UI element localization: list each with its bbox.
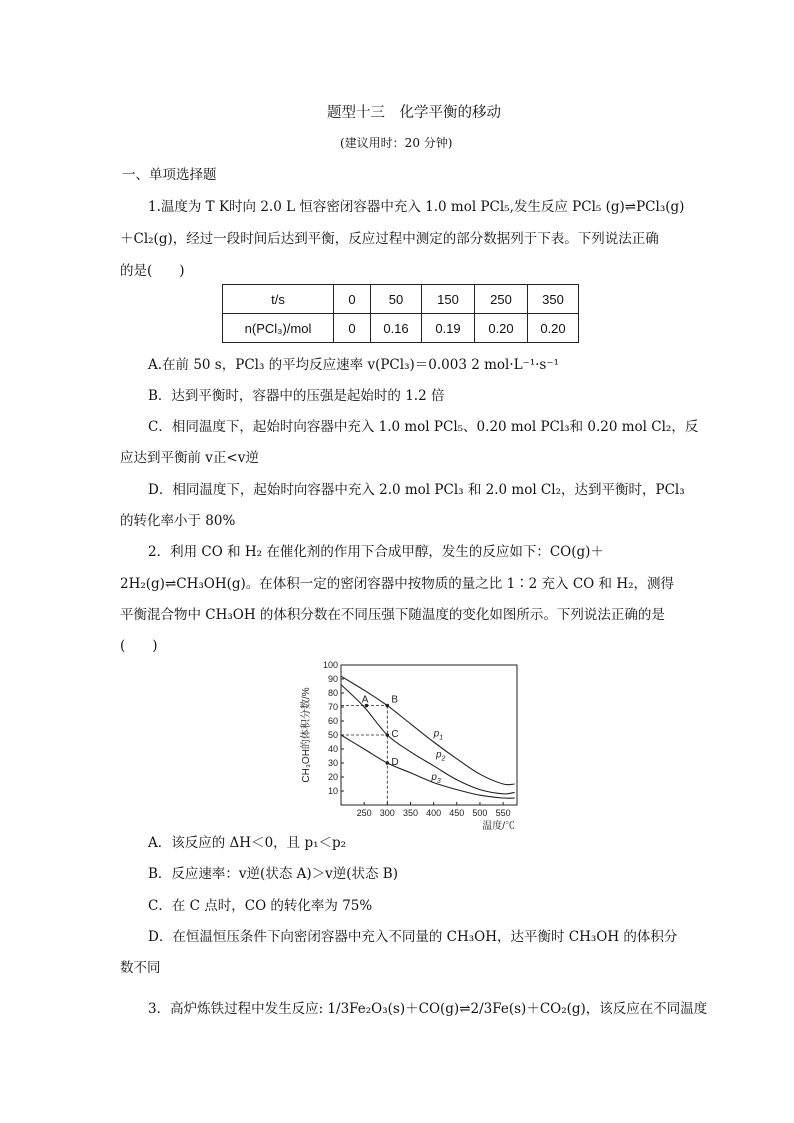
q1-line3: 的是( ) bbox=[120, 263, 185, 279]
x-tick-label: 400 bbox=[426, 808, 442, 818]
y-tick-label: 100 bbox=[322, 660, 338, 670]
x-tick-label: 550 bbox=[495, 808, 511, 818]
point-B bbox=[386, 704, 390, 708]
section-heading: 一、单项选择题 bbox=[122, 167, 217, 183]
table-row bbox=[223, 314, 579, 343]
y-tick-label: 80 bbox=[327, 688, 338, 698]
series-label-p1: $p_1$ bbox=[433, 728, 444, 742]
table-cell: 0.20 bbox=[475, 314, 528, 343]
series-line-p3 bbox=[341, 735, 515, 798]
q1-option-b: B．达到平衡时，容器中的压强是起始时的 1.2 倍 bbox=[148, 388, 445, 404]
table-cell: t/s bbox=[223, 285, 334, 314]
q1-option-c-line2: 应达到平衡前 v正<v逆 bbox=[120, 450, 259, 466]
q2-option-b: B．反应速率：v逆(状态 A)＞v逆(状态 B) bbox=[148, 866, 398, 882]
table-cell: 0.19 bbox=[422, 314, 475, 343]
x-tick-label: 450 bbox=[449, 808, 465, 818]
table-cell: 0.20 bbox=[528, 314, 579, 343]
y-tick-label: 10 bbox=[327, 786, 338, 796]
data-table bbox=[222, 284, 579, 343]
q2-line1: 2．利用 CO 和 H₂ 在催化剂的作用下合成甲醇，发生的反应如下：CO(g)＋ bbox=[148, 544, 604, 560]
q2-option-d-line1: D．在恒温恒压条件下向密闭容器中充入不同量的 CH₃OH，达平衡时 CH₃OH 的体积分 bbox=[148, 929, 678, 945]
time-hint: (建议用时：20 分钟) bbox=[340, 136, 453, 150]
table-cell: 150 bbox=[422, 285, 475, 314]
x-axis-label: 温度/℃ bbox=[482, 821, 515, 830]
x-tick-label: 350 bbox=[402, 808, 418, 818]
q1-option-c-line1: C．相同温度下，起始时向容器中充入 1.0 mol PCl₅、0.20 mol PCl₃和 0.20 mol Cl₂，反 bbox=[148, 419, 699, 435]
q2-option-c: C．在 C 点时，CO 的转化率为 75% bbox=[148, 898, 373, 914]
y-axis-label: CH₃OH的体积分数/% bbox=[301, 687, 312, 783]
y-tick-label: 60 bbox=[327, 716, 338, 726]
y-tick-label: 20 bbox=[327, 772, 338, 782]
table-cell: 0 bbox=[334, 314, 371, 343]
x-tick-label: 300 bbox=[379, 808, 395, 818]
point-label-C: C bbox=[391, 729, 399, 740]
series-label-subscript: 1 bbox=[439, 734, 444, 742]
q2-option-a: A．该反应的 ΔH＜0，且 p₁＜p₂ bbox=[148, 835, 347, 851]
q1-option-a: A.在前 50 s，PCl₃ 的平均反应速率 v(PCl₃)＝0.003 2 mol·L⁻¹·s⁻¹ bbox=[148, 357, 559, 373]
series-label-p3: $p_3$ bbox=[431, 771, 441, 785]
point-D bbox=[386, 761, 390, 765]
series-label-p2: $p_2$ bbox=[435, 749, 446, 763]
point-label-D: D bbox=[391, 757, 399, 768]
q2-line3: 平衡混合物中 CH₃OH 的体积分数在不同压强下随温度的变化如图所示。下列说法正确的是 bbox=[120, 607, 665, 623]
methanol-chart bbox=[295, 655, 535, 830]
y-tick-label: 70 bbox=[327, 702, 338, 712]
table-cell: 0 bbox=[334, 285, 371, 314]
point-label-A: A bbox=[361, 694, 369, 706]
x-tick-label: 500 bbox=[472, 808, 488, 818]
q1-line2: ＋Cl₂(g)，经过一段时间后达到平衡，反应过程中测定的部分数据列于下表。下列说法正确 bbox=[120, 231, 659, 247]
x-tick-label: 250 bbox=[356, 808, 372, 818]
y-tick-label: 30 bbox=[327, 758, 338, 768]
table-cell: 0.16 bbox=[371, 314, 422, 343]
table-cell: 50 bbox=[371, 285, 422, 314]
table-cell: n(PCl₃)/mol bbox=[223, 314, 334, 343]
y-tick-label: 90 bbox=[327, 674, 338, 684]
table-cell: 350 bbox=[528, 285, 579, 314]
q3-line1: 3．高炉炼铁过程中发生反应: 1/3Fe₂O₃(s)＋CO(g)⇌2/3Fe(s)＋CO₂(g)，该反应在不同温度 bbox=[148, 1001, 708, 1017]
q1-option-d-line2: 的转化率小于 80% bbox=[120, 513, 236, 529]
series-label-subscript: 2 bbox=[441, 755, 446, 763]
q1-option-d-line1: D．相同温度下，起始时向容器中充入 2.0 mol PCl₃ 和 2.0 mol Cl₂，达到平衡时，PCl₃ bbox=[148, 482, 685, 498]
point-label-B: B bbox=[391, 694, 398, 706]
series-line-p1 bbox=[341, 676, 515, 785]
q2-option-d-line2: 数不同 bbox=[120, 960, 161, 976]
point-C bbox=[386, 733, 390, 737]
series-label-subscript: 3 bbox=[436, 777, 441, 785]
table-row bbox=[223, 285, 579, 314]
y-tick-label: 40 bbox=[327, 744, 338, 754]
q2-line4: ( ) bbox=[120, 638, 158, 654]
table-cell: 250 bbox=[475, 285, 528, 314]
q2-line2: 2H₂(g)⇌CH₃OH(g)。在体积一定的密闭容器中按物质的量之比 1∶2 充入 CO 和 H₂，测得 bbox=[120, 576, 675, 592]
page-title: 题型十三 化学平衡的移动 bbox=[327, 105, 501, 121]
y-tick-label: 50 bbox=[327, 730, 338, 740]
q1-line1: 1.温度为 T K时向 2.0 L 恒容密闭容器中充入 1.0 mol PCl₅,发生反应 PCl₅ (g)⇌PCl₃(g) bbox=[148, 199, 685, 215]
